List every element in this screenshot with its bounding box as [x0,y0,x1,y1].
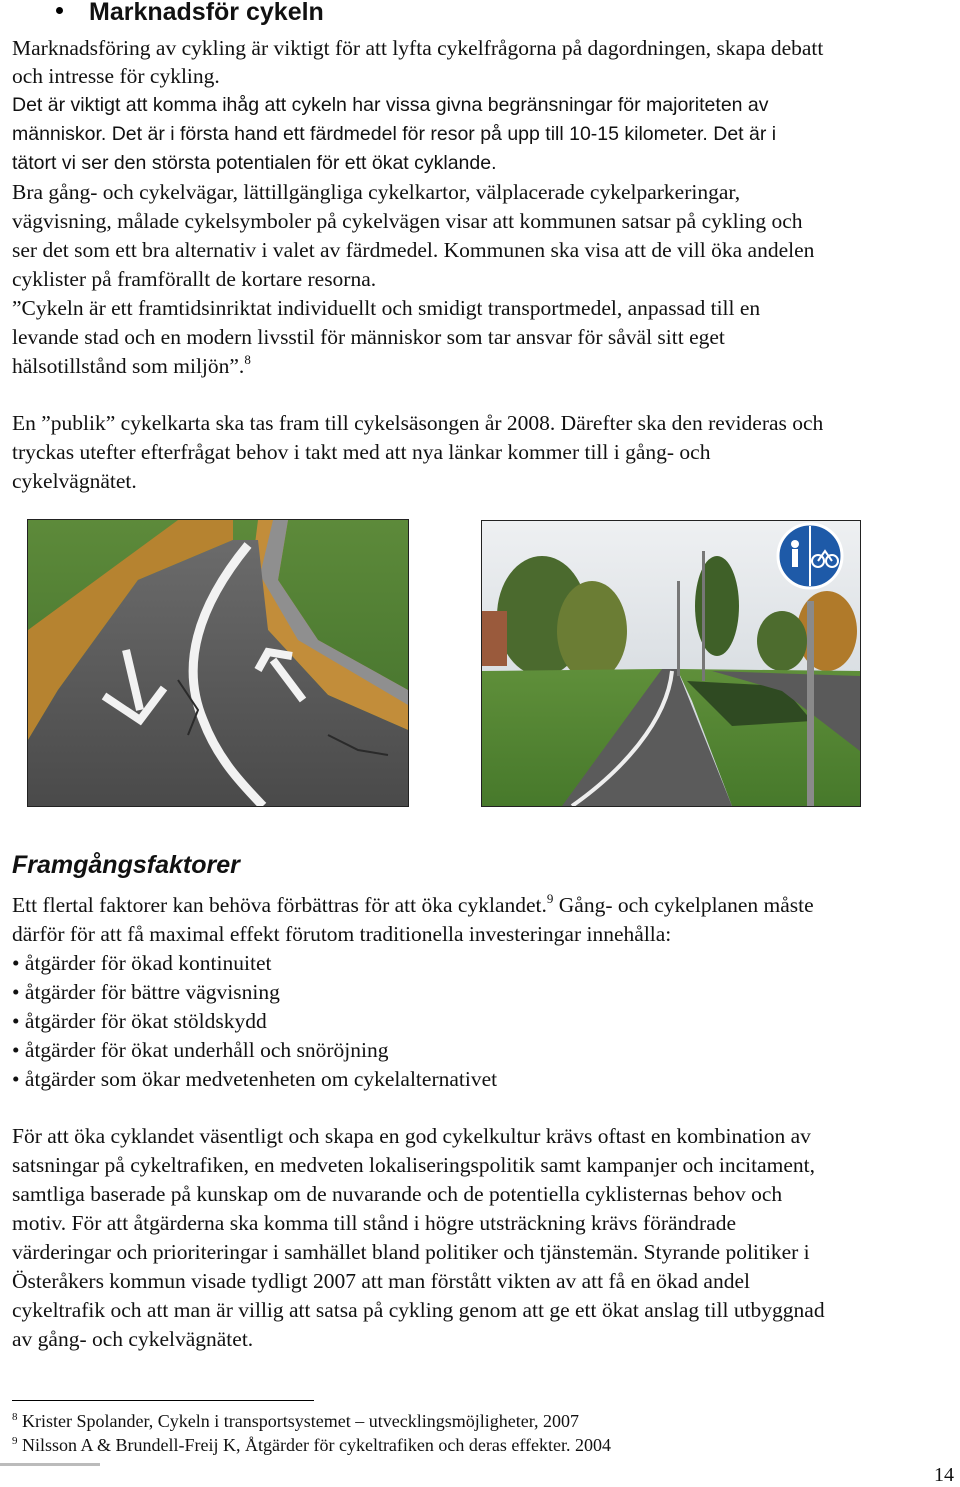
footnote-text: Nilsson A & Brundell-Freij K, Åtgärder för cykeltrafiken och deras effekter. 2004 [17,1435,612,1455]
bike-ramp-illustration [28,520,408,806]
footer-bar [0,1463,100,1466]
footnote [12,1435,611,1456]
footnote-ref: 9 [546,891,554,906]
paragraph-line: vägvisning, målade cykelsymboler på cykelvägen visar att kommunen satsar på cykling och [12,209,803,233]
quote-line [12,352,251,381]
paragraph-line: av gång- och cykelvägnätet. [12,1327,254,1351]
paragraph-line: tätort vi ser den största potentialen för ett ökat cyklande. [12,152,497,174]
paragraph-line: tryckas utefter efterfrågat behov i takt med att nya länkar kommer till i gång- och [12,440,711,464]
footnote-number: 9 [12,1435,18,1447]
paragraph-line [12,891,814,920]
list-item: • åtgärder för ökat stöldskydd [12,1009,267,1033]
footnote [12,1411,579,1432]
footnote-number: 8 [12,1411,18,1423]
paragraph-line: satsningar på cykeltrafiken, en medveten lokaliseringspolitik samt kampanjer och incitament, [12,1153,816,1177]
footnote-divider [12,1400,314,1401]
paragraph-line: Det är viktigt att komma ihåg att cykeln har vissa givna begränsningar för majoriteten av [12,94,769,116]
bike-ramp-photo [27,519,409,807]
paragraph-line: cykelvägnätet. [12,469,137,493]
intro-text-a: Ett flertal faktorer kan behöva förbättras för att öka cyklandet. [12,893,547,917]
paragraph-line: En ”publik” cykelkarta ska tas fram till cykelsäsongen år 2008. Därefter ska den revideras och [12,411,824,435]
paragraph-line: cyklister på framförallt de kortare resorna. [12,267,377,291]
quote-text: hälsotillstånd som miljön”. [12,354,245,378]
quote-line: ”Cykeln är ett framtidsinriktat individuellt och smidigt transportmedel, anpassad till en [12,296,761,320]
footnote-ref: 8 [244,352,251,367]
paragraph-line: Marknadsföring av cykling är viktigt för att lyfta cykelfrågorna på dagordningen, skapa debatt [12,36,824,60]
paragraph-line: Bra gång- och cykelvägar, lättillgängliga cykelkartor, välplacerade cykelparkeringar, [12,180,741,204]
paragraph-line: och intresse för cykling. [12,64,220,88]
paragraph-line: värderingar och prioriteringar i samhället bland politiker och tjänstemän. Styrande politiker i [12,1240,810,1264]
paragraph-line: motiv. För att åtgärderna ska komma till stånd i högre utsträckning krävs förändrade [12,1211,737,1235]
paragraph-line: cykeltrafik och att man är villig att satsa på cykling genom att ge ett ökat anslag till utbyggnad [12,1298,825,1322]
paragraph-line: ser det som ett bra alternativ i valet av färdmedel. Kommunen ska visa att de vill öka andelen [12,238,815,262]
bike-path-illustration [482,521,860,806]
footnote-text: Krister Spolander, Cykeln i transportsystemet – utvecklingsmöjligheter, 2007 [17,1411,579,1431]
bike-path-photo [481,520,861,807]
bullet-icon [56,7,63,14]
paragraph-line: därför för att få maximal effekt förutom traditionella investeringar innehålla: [12,922,672,946]
paragraph-line: människor. Det är i första hand ett färdmedel för resor på upp till 10-15 kilometer. Det är i [12,123,777,145]
list-item: • åtgärder för ökad kontinuitet [12,951,272,975]
paragraph-line: För att öka cyklandet väsentligt och skapa en god cykelkultur krävs oftast en kombination av [12,1124,811,1148]
intro-text-b: Gång- och cykelplanen måste [553,893,814,917]
page-number: 14 [934,1464,954,1486]
section-heading-text: Marknadsför cykeln [89,0,324,26]
list-item: • åtgärder för bättre vägvisning [12,980,280,1004]
section-heading [10,0,324,27]
section-heading-framgangsfaktorer: Framgångsfaktorer [12,851,240,879]
paragraph-line: Österåkers kommun visade tydligt 2007 att man förstått vikten av att få en ökad andel [12,1269,750,1293]
quote-line: levande stad och en modern livsstil för människor som tar ansvar för såväl sitt eget [12,325,725,349]
paragraph-line: samtliga baserade på kunskap om de nuvarande och de potentiella cyklisternas behov och [12,1182,783,1206]
list-item: • åtgärder för ökat underhåll och snöröjning [12,1038,389,1062]
list-item: • åtgärder som ökar medvetenheten om cykelalternativet [12,1067,498,1091]
